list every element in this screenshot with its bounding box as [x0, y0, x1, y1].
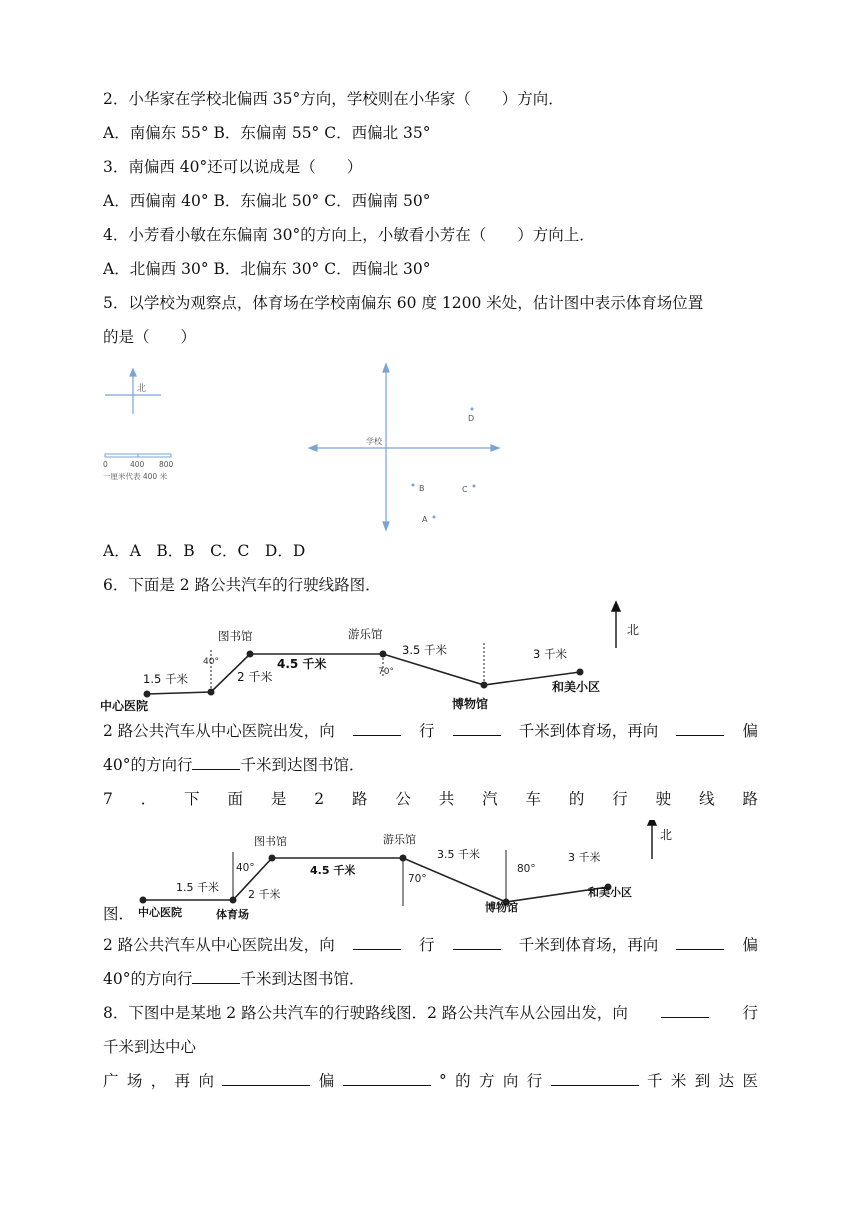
north-label: 北 — [660, 828, 673, 842]
q7-stem-char: 7 — [103, 790, 113, 808]
q8-fill-line3 — [103, 1071, 758, 1091]
q8-char: 到 — [694, 1072, 711, 1090]
stop-marker — [400, 855, 407, 862]
q8-char: 向 — [198, 1072, 215, 1090]
stop-label: 博物馆 — [485, 901, 518, 914]
q2-stem: 2．小华家在学校北偏西 35°方向，学校则在小华家（ ）方向． — [103, 90, 564, 108]
angle-label: 70° — [378, 667, 394, 677]
q8-char: 行 — [526, 1072, 543, 1090]
scale-tick-0: 0 — [103, 460, 108, 469]
angle-label: 40° — [236, 862, 255, 874]
q7-stem-char: 下 — [184, 790, 200, 808]
north-label: 北 — [627, 623, 640, 637]
stop-marker — [230, 897, 237, 904]
q8-char: 广 — [103, 1072, 119, 1090]
q7-fill-text: 千米到体育场，再向 — [518, 936, 659, 954]
q5-figure — [95, 360, 515, 535]
stop-label: 博物馆 — [452, 697, 489, 711]
point-d-marker — [471, 408, 474, 411]
distance-label: 3.5 千米 — [437, 848, 480, 861]
compass-icon — [105, 369, 161, 414]
stop-label: 体育场 — [216, 908, 249, 921]
q7-fill-line1 — [103, 935, 758, 955]
q7-stem — [103, 789, 758, 809]
q8-char: 米 — [670, 1072, 687, 1090]
main-axes — [309, 364, 499, 530]
q8-char: 方 — [478, 1072, 495, 1090]
q8-char: 达 — [718, 1072, 735, 1090]
q7-fill-text: 千米到达图书馆． — [240, 970, 365, 988]
north-arrow-icon — [648, 820, 656, 859]
q8-char: 向 — [502, 1072, 519, 1090]
q6-fill-text: 千米到体育场，再向 — [518, 722, 659, 740]
answer-blank[interactable] — [222, 1071, 310, 1086]
q8-char: 医 — [742, 1072, 758, 1090]
answer-blank[interactable] — [676, 935, 724, 950]
q8-char: ° — [438, 1072, 447, 1090]
school-label: 学校 — [366, 437, 382, 446]
distance-label: 2 千米 — [237, 670, 273, 684]
point-a-marker — [433, 516, 436, 519]
q6-stem: 6．下面是 2 路公共汽车的行驶线路图． — [103, 576, 381, 594]
distance-label: 3 千米 — [568, 851, 601, 864]
q4-options: A．北偏西 30° B．北偏东 30° C．西偏北 30° — [103, 260, 431, 278]
stop-label: 游乐馆 — [348, 627, 383, 641]
answer-blank[interactable] — [453, 721, 501, 736]
north-arrow-icon — [612, 602, 620, 648]
answer-blank[interactable] — [551, 1071, 639, 1086]
q8-char: 偏 — [318, 1072, 335, 1090]
q6-fill-text: 千米到达图书馆． — [240, 756, 365, 774]
q7-stem-end: 图． — [103, 905, 135, 923]
q7-stem-char: 是 — [270, 790, 287, 808]
stop-label: 中心医院 — [100, 699, 149, 713]
q6-fill-line1 — [103, 721, 758, 741]
stop-marker — [269, 855, 276, 862]
q7-fill-text: 偏 — [742, 936, 758, 954]
q8-stem-text: 8．下图中是某地 2 路公共汽车的行驶路线图．2 路公共汽车从公园出发，向 — [103, 1004, 628, 1022]
distance-label: 3.5 千米 — [402, 643, 447, 657]
q7-route-line — [143, 858, 608, 902]
q4-stem: 4．小芳看小敏在东偏南 30°的方向上，小敏看小芳在（ ）方向上． — [103, 226, 595, 244]
q6-fill-text: 2 路公共汽车从中心医院出发，向 — [103, 722, 335, 740]
scale-tick-400: 400 — [130, 460, 145, 469]
distance-label: 1.5 千米 — [143, 672, 188, 686]
q7-stem-char: 路 — [742, 790, 758, 808]
q6-fill-line2 — [103, 755, 365, 775]
q7-stem-char: 路 — [351, 790, 368, 808]
answer-blank[interactable] — [192, 969, 240, 984]
q7-stem-char: 线 — [698, 790, 715, 808]
stop-label: 图书馆 — [218, 629, 253, 643]
q6-fill-text: 偏 — [742, 722, 758, 740]
angle-label: 70° — [408, 873, 427, 885]
q7-fill-text: 2 路公共汽车从中心医院出发，向 — [103, 936, 335, 954]
scale-tick-800: 800 — [159, 460, 174, 469]
q7-stem-char: 驶 — [655, 790, 672, 808]
answer-blank[interactable] — [353, 721, 401, 736]
stop-label: 中心医院 — [138, 906, 182, 919]
stop-label: 和美小区 — [588, 886, 632, 899]
point-a-label: A — [422, 515, 428, 524]
q7-stem-char: ． — [140, 790, 157, 808]
q7-stem-char: 汽 — [482, 790, 498, 808]
stop-marker — [481, 682, 488, 689]
q7-stem-char: 车 — [525, 790, 541, 808]
q7-fill-text: 行 — [419, 936, 435, 954]
stop-marker — [208, 689, 215, 696]
angle-label: 40° — [203, 657, 219, 667]
answer-blank[interactable] — [353, 935, 401, 950]
q2-options: A．南偏东 55° B．东偏南 55° C．西偏北 35° — [103, 124, 431, 142]
q7-stem-char: 行 — [612, 790, 628, 808]
answer-blank[interactable] — [192, 755, 240, 770]
distance-label: 1.5 千米 — [176, 881, 219, 894]
scale-note: 一厘米代表 400 米 — [103, 472, 168, 481]
distance-label: 4.5 千米 — [277, 657, 327, 671]
q6-fill-text: 40°的方向行 — [103, 756, 193, 774]
q8-stem-text: 行 — [742, 1004, 758, 1022]
stop-marker — [140, 897, 147, 904]
answer-blank[interactable] — [453, 935, 501, 950]
answer-blank[interactable] — [676, 721, 724, 736]
q8-char: 再 — [174, 1072, 191, 1090]
answer-blank[interactable] — [343, 1071, 431, 1086]
q7-fill-text: 40°的方向行 — [103, 970, 193, 988]
q8-char: ， — [150, 1072, 167, 1090]
stop-label: 游乐馆 — [383, 833, 416, 846]
point-c-label: C — [462, 485, 468, 494]
q8-stem-line2: 千米到达中心 — [103, 1038, 197, 1056]
q6-fill-text: 行 — [419, 722, 435, 740]
stop-label: 图书馆 — [254, 835, 287, 848]
q8-char: 场 — [126, 1072, 143, 1090]
q3-stem: 3．南偏西 40°还可以说成是（ ） — [103, 158, 363, 176]
stop-marker — [380, 651, 387, 658]
compass-north-label: 北 — [137, 384, 147, 394]
q5-options: A．A B．B C．C D．D — [103, 542, 306, 560]
q5-stem-line2: 的是（ ） — [103, 328, 197, 346]
stop-label: 和美小区 — [552, 680, 601, 694]
scale-bar — [105, 454, 171, 457]
q7-stem-char: 公 — [395, 790, 411, 808]
q7-route-map — [130, 820, 690, 922]
q3-options: A．西偏南 40° B．东偏北 50° C．西偏南 50° — [103, 192, 431, 210]
q7-stem-char: 的 — [568, 790, 585, 808]
stop-marker — [247, 651, 254, 658]
angle-label: 80° — [517, 863, 536, 875]
q8-char: 的 — [455, 1072, 471, 1090]
stop-marker — [144, 691, 151, 698]
point-c-marker — [473, 485, 476, 488]
distance-label: 3 千米 — [533, 647, 567, 661]
q5-stem-line1: 5．以学校为观察点，体育场在学校南偏东 60 度 1200 米处，估计图中表示体育场位置 — [103, 294, 704, 312]
q6-route-map — [100, 598, 660, 713]
q7-fill-line2 — [103, 969, 365, 989]
stop-marker — [577, 669, 584, 676]
point-b-marker — [412, 484, 415, 487]
distance-label: 4.5 千米 — [310, 864, 356, 877]
q7-stem-char: 2 — [314, 790, 325, 808]
distance-label: 2 千米 — [248, 888, 281, 901]
point-d-label: D — [468, 414, 475, 423]
q7-stem-char: 共 — [438, 790, 455, 808]
point-b-label: B — [419, 484, 425, 493]
q8-stem — [103, 1003, 758, 1023]
answer-blank[interactable] — [661, 1003, 709, 1018]
q8-char: 千 — [646, 1072, 663, 1090]
q7-stem-char: 面 — [227, 790, 243, 808]
